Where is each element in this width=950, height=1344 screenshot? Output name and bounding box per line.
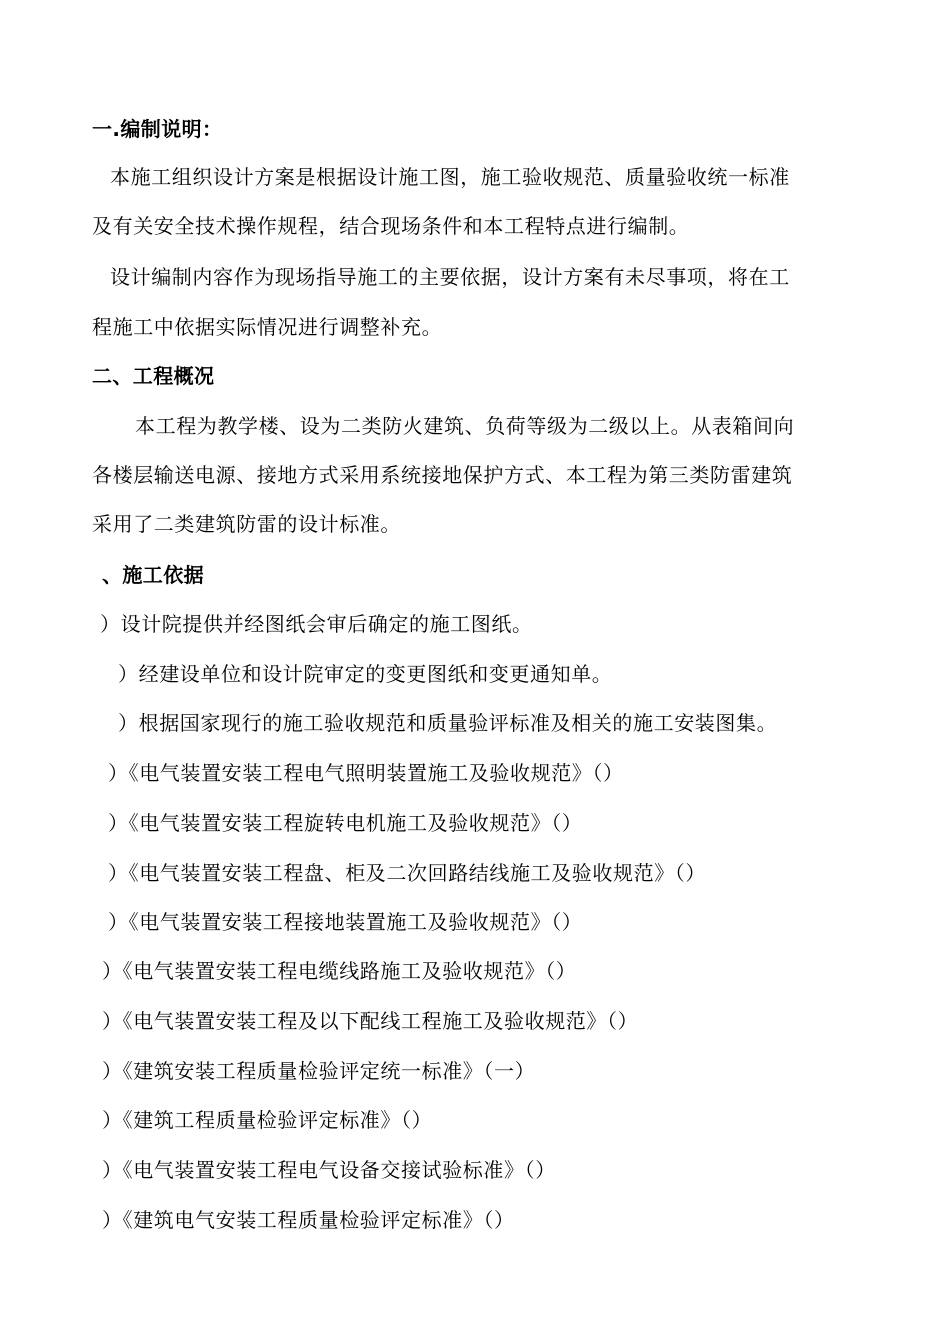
- section-1-paragraph-1-line-1: 本施工组织设计方案是根据设计施工图，施工验收规范、质量验收统一标准: [110, 165, 790, 189]
- basis-list-item: ）《电气装置安装工程盘、柜及二次回路结线施工及验收规范》（）: [108, 861, 706, 885]
- basis-list-item: ）经建设单位和设计院审定的变更图纸和变更通知单。: [118, 662, 613, 686]
- section-2-paragraph-line-2: 各楼层输送电源、接地方式采用系统接地保护方式、本工程为第三类防雷建筑: [92, 463, 793, 487]
- basis-list-item: ）设计院提供并经图纸会审后确定的施工图纸。: [100, 612, 533, 636]
- basis-list-item: ）《电气装置安装工程旋转电机施工及验收规范》（）: [108, 811, 583, 835]
- section-3-heading: 、施工依据: [102, 563, 204, 587]
- section-2-heading: 二、工程概况: [92, 364, 215, 388]
- section-1-heading: 一.编制说明：: [92, 117, 223, 141]
- basis-list-item: ）《电气装置安装工程接地装置施工及验收规范》（）: [108, 910, 583, 934]
- basis-list-item: ）《电气装置安装工程电气照明装置施工及验收规范》（）: [108, 761, 624, 785]
- basis-list-item: ）《建筑安装工程质量检验评定统一标准》（一）: [102, 1059, 536, 1083]
- basis-list-item: ）《电气装置安装工程电气设备交接试验标准》（）: [102, 1158, 556, 1182]
- section-1-paragraph-2-line-1: 设计编制内容作为现场指导施工的主要依据，设计方案有未尽事项，将在工: [110, 265, 790, 289]
- basis-list-item: ）《电气装置安装工程及以下配线工程施工及验收规范》（）: [102, 1009, 639, 1033]
- basis-list-item: ）《建筑电气安装工程质量检验评定标准》（）: [102, 1208, 515, 1232]
- section-1-paragraph-2-line-2: 程施工中依据实际情况进行调整补充。: [92, 315, 443, 339]
- section-2-paragraph-line-3: 采用了二类建筑防雷的设计标准。: [92, 512, 401, 536]
- basis-list-item: ）根据国家现行的施工验收规范和质量验评标准及相关的施工安装图集。: [118, 711, 778, 735]
- basis-list-item: ）《电气装置安装工程电缆线路施工及验收规范》（）: [102, 959, 577, 983]
- section-1-paragraph-1-line-2: 及有关安全技术操作规程，结合现场条件和本工程特点进行编制。: [92, 214, 690, 238]
- basis-list-item: ）《建筑工程质量检验评定标准》（）: [102, 1108, 433, 1132]
- section-2-paragraph-line-1: 本工程为教学楼、设为二类防火建筑、负荷等级为二级以上。从表箱间向: [135, 414, 795, 438]
